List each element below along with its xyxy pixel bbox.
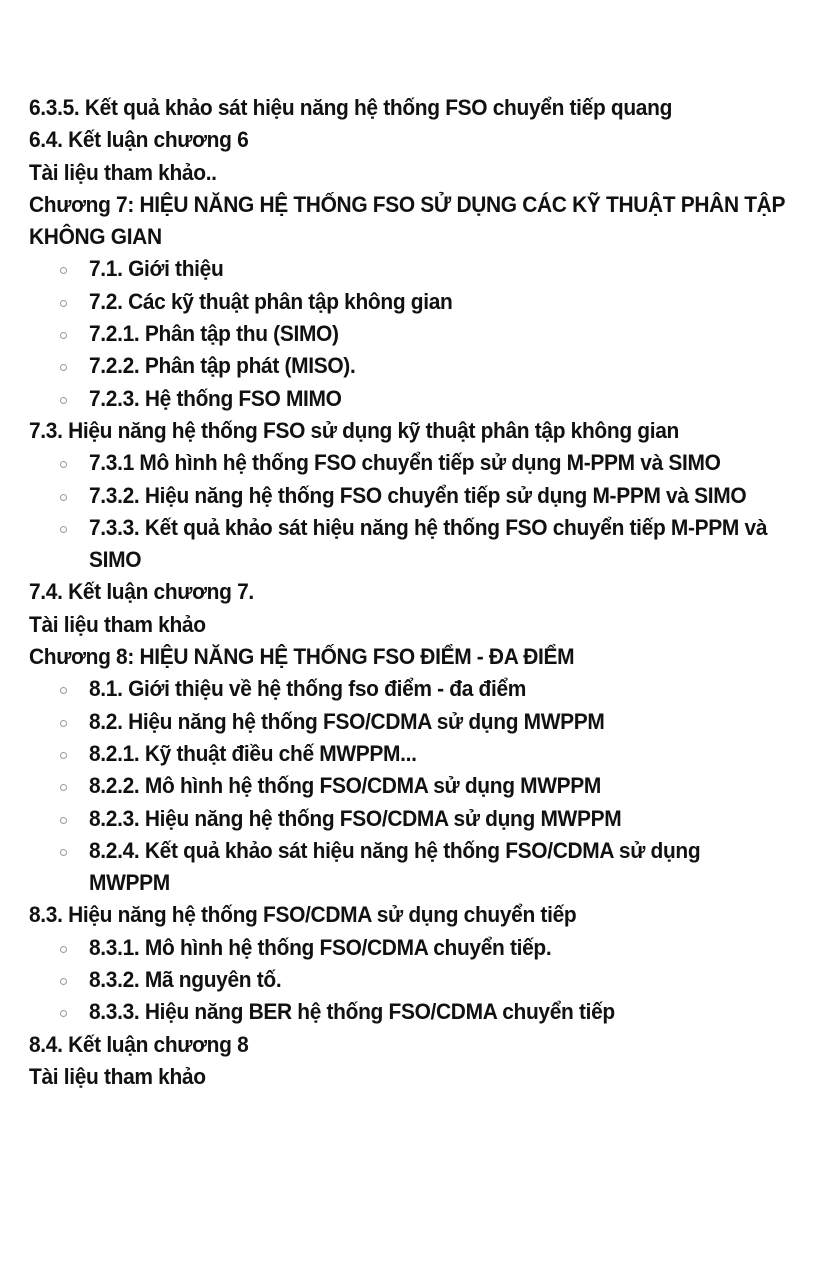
toc-subentry-text: 7.3.2. Hiệu năng hệ thống FSO chuyển tiếp sử dụng M-PPM và SIMO (89, 482, 747, 508)
hollow-circle-bullet-icon (60, 817, 67, 824)
hollow-circle-bullet-icon (60, 687, 67, 694)
hollow-circle-bullet-icon (60, 461, 67, 468)
toc-subentry (29, 803, 809, 835)
toc-subentry-text: 7.3.1 Mô hình hệ thống FSO chuyển tiếp sử dụng M-PPM và SIMO (89, 450, 721, 476)
hollow-circle-bullet-icon (60, 720, 67, 727)
toc-subentry-text: 7.1. Giới thiệu (89, 256, 224, 282)
hollow-circle-bullet-icon (60, 526, 67, 533)
toc-subentry-text: 7.2.1. Phân tập thu (SIMO) (89, 321, 339, 347)
toc-subentry-text: 7.2. Các kỹ thuật phân tập không gian (89, 288, 453, 314)
toc-subentry (29, 447, 809, 479)
toc-chapter-8-heading: Chương 8: HIỆU NĂNG HỆ THỐNG FSO ĐIỂM - ĐA ĐIỂM (29, 644, 575, 670)
toc-subentry-text: 8.1. Giới thiệu về hệ thống fso điểm - đa điểm (89, 676, 527, 702)
toc-subentry (29, 253, 809, 285)
toc-entry-6-3-5: 6.3.5. Kết quả khảo sát hiệu năng hệ thống FSO chuyển tiếp quang (29, 95, 673, 120)
toc-subentry (29, 350, 809, 382)
toc-subentry-text: 7.3.3. Kết quả khảo sát hiệu năng hệ thống FSO chuyển tiếp M-PPM và SIMO (89, 514, 768, 573)
toc-subentry-text: 8.3.1. Mô hình hệ thống FSO/CDMA chuyển tiếp. (89, 934, 552, 960)
hollow-circle-bullet-icon (60, 300, 67, 307)
toc-subentry (29, 996, 809, 1028)
hollow-circle-bullet-icon (60, 267, 67, 274)
toc-subentry (29, 480, 809, 512)
toc-subentry (29, 770, 809, 802)
toc-entry-6-4: 6.4. Kết luận chương 6 (29, 127, 249, 153)
hollow-circle-bullet-icon (60, 494, 67, 501)
toc-subentry-text: 7.2.3. Hệ thống FSO MIMO (89, 385, 342, 411)
hollow-circle-bullet-icon (60, 332, 67, 339)
toc-entry-references-ch8: Tài liệu tham khảo (29, 1063, 206, 1089)
toc-subentry (29, 512, 809, 577)
toc-entry-8-3: 8.3. Hiệu năng hệ thống FSO/CDMA sử dụng chuyển tiếp (29, 902, 577, 928)
toc-subentry (29, 964, 809, 996)
toc-subentry (29, 673, 809, 705)
toc-subentry (29, 286, 809, 318)
hollow-circle-bullet-icon (60, 364, 67, 371)
hollow-circle-bullet-icon (60, 946, 67, 953)
toc-subentry (29, 835, 809, 900)
toc-subentry (29, 706, 809, 738)
table-of-contents (29, 92, 809, 1093)
hollow-circle-bullet-icon (60, 397, 67, 404)
toc-subentry-text: 8.3.3. Hiệu năng BER hệ thống FSO/CDMA chuyển tiếp (89, 999, 615, 1025)
toc-subentry-text: 8.2.2. Mô hình hệ thống FSO/CDMA sử dụng MWPPM (89, 773, 602, 799)
toc-entry-references-ch6: Tài liệu tham khảo.. (29, 159, 217, 185)
toc-subentry-text: 8.2.1. Kỹ thuật điều chế MWPPM... (89, 740, 417, 766)
hollow-circle-bullet-icon (60, 978, 67, 985)
toc-subentry (29, 738, 809, 770)
toc-subentry (29, 383, 809, 415)
hollow-circle-bullet-icon (60, 784, 67, 791)
toc-entry-8-4: 8.4. Kết luận chương 8 (29, 1031, 249, 1057)
toc-subentry-text: 8.2. Hiệu năng hệ thống FSO/CDMA sử dụng MWPPM (89, 708, 605, 734)
toc-subentry (29, 932, 809, 964)
toc-entry-references-ch7: Tài liệu tham khảo (29, 611, 206, 637)
toc-subentry-text: 7.2.2. Phân tập phát (MISO). (89, 353, 356, 379)
hollow-circle-bullet-icon (60, 752, 67, 759)
toc-entry-7-4: 7.4. Kết luận chương 7. (29, 579, 254, 605)
toc-entry-7-3: 7.3. Hiệu năng hệ thống FSO sử dụng kỹ thuật phân tập không gian (29, 417, 679, 443)
toc-subentry-text: 8.2.4. Kết quả khảo sát hiệu năng hệ thống FSO/CDMA sử dụng MWPPM (89, 837, 701, 896)
toc-subentry-text: 8.2.3. Hiệu năng hệ thống FSO/CDMA sử dụng MWPPM (89, 805, 622, 831)
toc-subentry (29, 318, 809, 350)
hollow-circle-bullet-icon (60, 1010, 67, 1017)
hollow-circle-bullet-icon (60, 849, 67, 856)
toc-chapter-7-heading: Chương 7: HIỆU NĂNG HỆ THỐNG FSO SỬ DỤNG CÁC KỸ THUẬT PHÂN TẬP KHÔNG GIAN (29, 191, 785, 250)
toc-subentry-text: 8.3.2. Mã nguyên tố. (89, 967, 282, 993)
